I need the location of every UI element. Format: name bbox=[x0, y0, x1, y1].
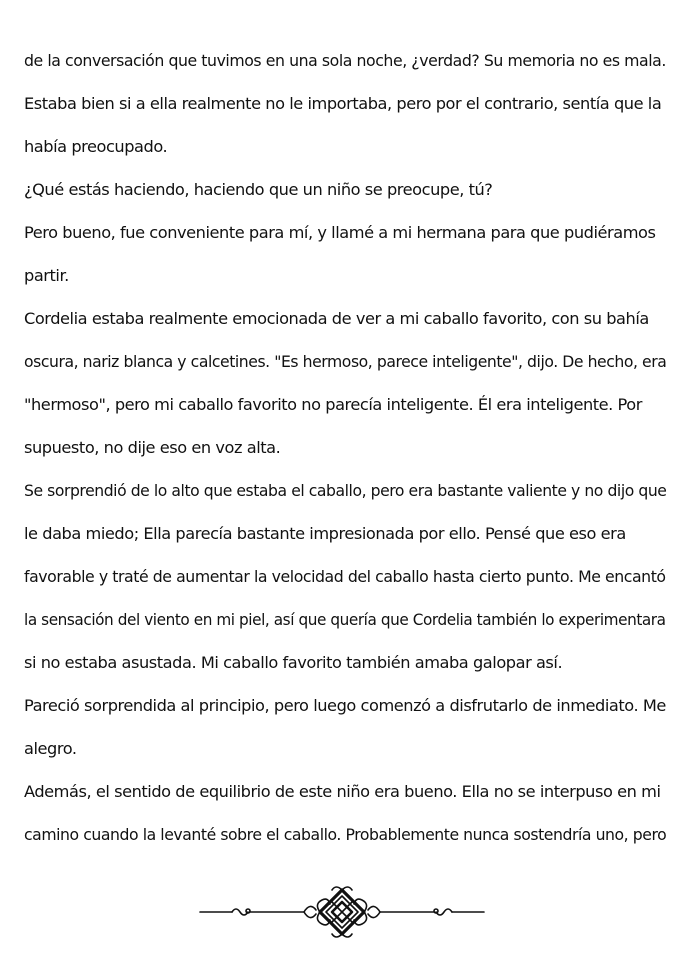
text-line-4: ¿Qué estás haciendo, haciendo que un niño se preocupe, tú? bbox=[24, 180, 493, 199]
text-line-17: alegro. bbox=[24, 739, 77, 758]
text-line-14: la sensación del viento en mi piel, así que quería que Cordelia también lo experimentara bbox=[24, 610, 666, 629]
knot-divider-icon bbox=[196, 880, 488, 944]
text-line-11: Se sorprendió de lo alto que estaba el caballo, pero era bastante valiente y no dijo que bbox=[24, 481, 667, 500]
text-line-7: Cordelia estaba realmente emocionada de ver a mi caballo favorito, con su bahía bbox=[24, 309, 649, 328]
text-line-1: de la conversación que tuvimos en una sola noche, ¿verdad? Su memoria no es mala. bbox=[24, 51, 666, 70]
text-line-10: supuesto, no dije eso en voz alta. bbox=[24, 438, 281, 457]
text-line-3: había preocupado. bbox=[24, 137, 168, 156]
text-line-8: oscura, nariz blanca y calcetines. "Es hermoso, parece inteligente", dijo. De hecho, era bbox=[24, 352, 667, 371]
text-line-18: Además, el sentido de equilibrio de este niño era bueno. Ella no se interpuso en mi bbox=[24, 782, 661, 801]
text-line-13: favorable y traté de aumentar la velocidad del caballo hasta cierto punto. Me encantó bbox=[24, 567, 666, 586]
text-line-6: partir. bbox=[24, 266, 69, 285]
text-line-16: Pareció sorprendida al principio, pero luego comenzó a disfrutarlo de inmediato. Me bbox=[24, 696, 666, 715]
text-line-9: "hermoso", pero mi caballo favorito no parecía inteligente. Él era inteligente. Por bbox=[24, 395, 642, 414]
text-line-19: camino cuando la levanté sobre el caballo. Probablemente nunca sostendría uno, pero bbox=[24, 825, 667, 844]
text-line-12: le daba miedo; Ella parecía bastante impresionada por ello. Pensé que eso era bbox=[24, 524, 626, 543]
text-line-2: Estaba bien si a ella realmente no le importaba, pero por el contrario, sentía que la bbox=[24, 94, 662, 113]
text-line-5: Pero bueno, fue conveniente para mí, y llamé a mi hermana para que pudiéramos bbox=[24, 223, 656, 242]
text-line-15: si no estaba asustada. Mi caballo favorito también amaba galopar así. bbox=[24, 653, 563, 672]
